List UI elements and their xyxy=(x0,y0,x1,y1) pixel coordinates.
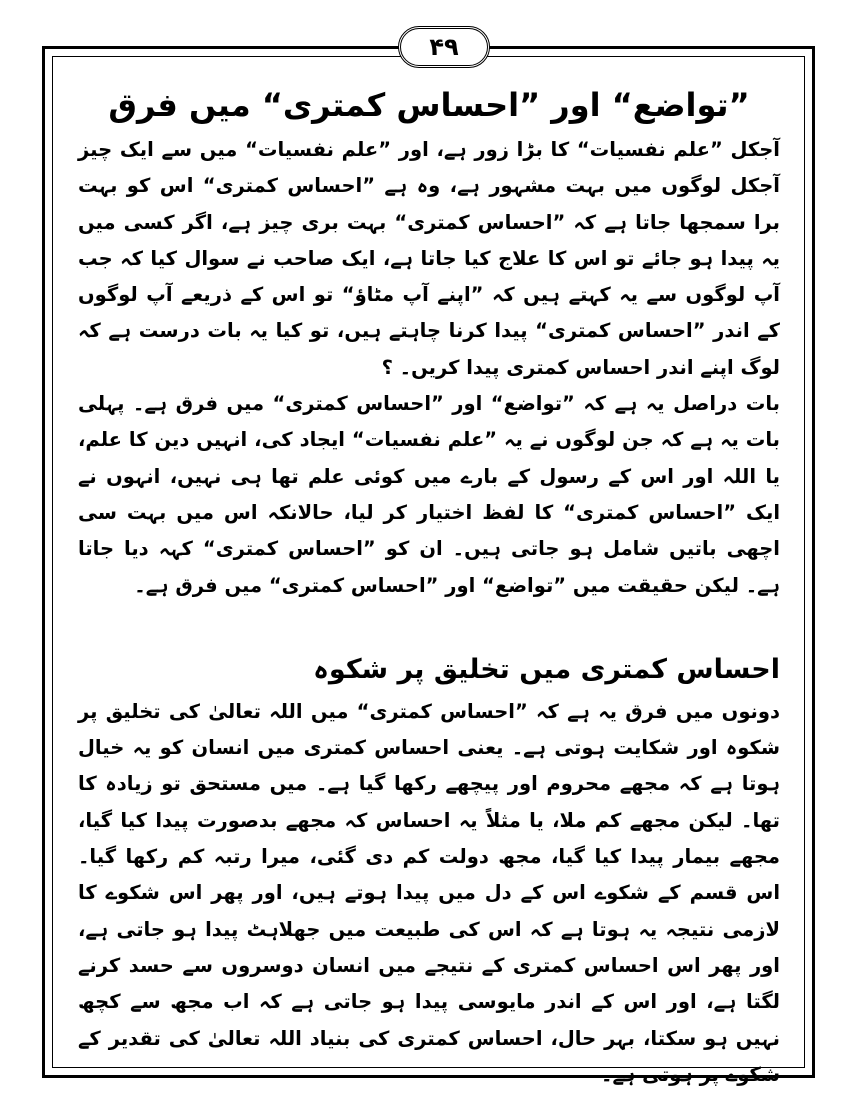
page-content xyxy=(78,82,780,1093)
paragraph-intro: آجکل ”علم نفسیات“ کا بڑا زور ہے، اور ”علم نفسیات“ میں سے ایک چیز آجکل لوگوں میں بہت مشہور ہے، وہ ہے ”احساس کمتری“ اس کو بہت برا سمجھا جاتا ہے کہ ”احساس کمتری“ بہت بری چیز ہے، اگر کسی میں یہ پیدا ہو جائے تو اس کا علاج کیا جاتا ہے، ایک صاحب نے سوال کیا کہ جب آپ لوگوں سے یہ کہتے ہیں کہ ”اپنے آپ مٹاؤ“ تو اس کے ذریعے آپ لوگوں کے اندر ”احساس کمتری“ پیدا کرنا چاہتے ہیں، تو کیا یہ بات درست ہے کہ لوگ اپنے اندر احساس کمتری پیدا کریں۔ ؟ xyxy=(78,138,780,379)
section-heading: احساس کمتری میں تخلیق پر شکوہ xyxy=(313,653,780,685)
chapter-title: ”تواضع“ اور ”احساس کمتری“ میں فرق xyxy=(108,86,750,124)
paragraph-difference: بات دراصل یہ ہے کہ ”تواضع“ اور ”احساس کمتری“ میں فرق ہے۔ پہلی بات یہ ہے کہ جن لوگوں نے یہ ”علم نفسیات“ ایجاد کی، انہیں دین کا علم، یا اللہ اور اس کے رسول کے بارے میں کوئی علم تھا ہی نہیں، انہوں نے ایک ”احساس کمتری“ کا لفظ اختیار کر لیا، حالانکہ اس میں بہت سی اچھی باتیں شامل ہو جاتی ہیں۔ ان کو ”احساس کمتری“ کہہ دیا جاتا ہے۔ لیکن حقیقت میں ”تواضع“ اور ”احساس کمتری“ میں فرق ہے۔ xyxy=(78,392,780,597)
page-number: ۴۹ xyxy=(398,26,490,68)
paragraph-complaint: دونوں میں فرق یہ ہے کہ ”احساس کمتری“ میں اللہ تعالیٰ کی تخلیق پر شکوہ اور شکایت ہوتی ہے۔ یعنی احساس کمتری میں انسان کو یہ خیال ہوتا ہے کہ مجھے محروم اور پیچھے رکھا گیا ہے۔ میں مستحق تو زیادہ کا تھا۔ لیکن مجھے کم ملا، یا مثلاً یہ احساس کہ مجھے بدصورت پیدا کیا گیا، مجھے بیمار پیدا کیا گیا، مجھ دولت کم دی گئی، میرا رتبہ کم رکھا گیا۔ اس قسم کے شکوے اس کے دل میں پیدا ہوتے ہیں، اور پھر اس شکوے کا لازمی نتیجہ یہ ہوتا ہے کہ اس کی طبیعت میں جھلاہٹ پیدا ہو جاتی ہے، اور پھر اس احساس کمتری کے نتیجے میں انسان دوسروں سے حسد کرنے لگتا ہے، اور اس کے اندر مایوسی پیدا ہو جاتی ہے کہ اب مجھ سے کچھ نہیں ہو سکتا، بہر حال، احساس کمتری کی بنیاد اللہ تعالیٰ کی تقدیر کے شکوے پر ہوتی ہے۔ xyxy=(78,699,780,1086)
